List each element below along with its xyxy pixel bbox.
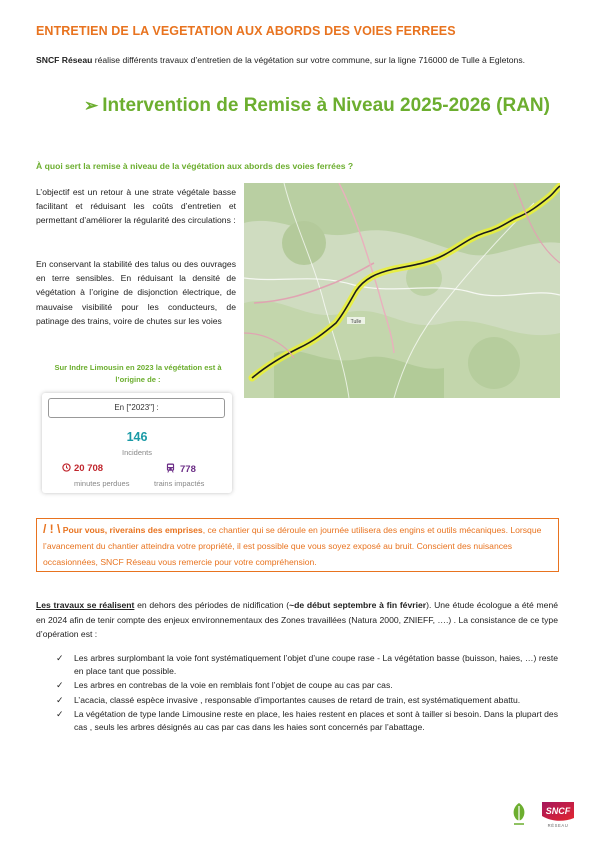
list-item bbox=[56, 708, 558, 734]
warning-body: , ce chantier qui se déroule en journée utilisera des engins et outils mécaniques. Lorsque l’avancement du chantier atteindra votre propriété, il est possible que vous soyez exposé au bruit. Conscient des nuisances occasionnées, SNCF Réseau vous remercie pour votre compréhension. bbox=[43, 525, 542, 567]
check-icon: ✓ bbox=[56, 694, 64, 705]
travaux-bold: ~de début septembre à fin février bbox=[289, 600, 427, 610]
reseau-logo-text: RÉSEAU bbox=[547, 823, 569, 828]
sncf-logo-text: SNCF bbox=[545, 806, 571, 816]
incidents-value: 146 bbox=[126, 430, 148, 444]
travaux-text-1: en dehors des périodes de nidification ( bbox=[134, 600, 290, 610]
trains-value: 778 bbox=[180, 464, 196, 475]
list-item-text: Les arbres en contrebas de la voie en remblais font l’objet de coupe au cas par cas. bbox=[74, 680, 393, 691]
arrow-bullet-icon: ➢ bbox=[84, 96, 99, 115]
travaux-text-2: ). Une étude écologue a été mené en 2024 afin de tenir compte des enjeux environnementaux des Zones travaillées (Natura 2000, ZNIEFF, ….) . La consistance de ce type d’opération est : bbox=[36, 600, 558, 639]
warning-mark: / ! \ bbox=[43, 522, 61, 536]
list-item bbox=[56, 694, 558, 707]
train-icon bbox=[166, 463, 175, 473]
stats-card bbox=[42, 393, 232, 493]
list-item-text: Les arbres surplombant la voie font systématiquement l’objet d’une coupe rase - La végétation basse (buisson, haies, …) reste en place tant que possible. bbox=[74, 653, 558, 677]
clock-icon bbox=[62, 463, 71, 472]
minutes-value: 20 708 bbox=[74, 463, 104, 474]
warning-bold: Pour vous, riverains des emprises bbox=[62, 525, 203, 535]
sncf-logo-icon bbox=[540, 800, 576, 830]
operations-list bbox=[56, 652, 558, 734]
minutes-stat bbox=[62, 463, 103, 474]
line-map[interactable] bbox=[244, 183, 560, 398]
trains-stat bbox=[166, 463, 196, 475]
minutes-label: minutes perdues bbox=[74, 479, 130, 488]
stability-paragraph: En conservant la stabilité des talus ou des ouvrages en terre sensibles. En réduisant la densité de végétation à l’origine de disjonction électrique, de mauvaise visibilité pour les conducteurs, de patinage des trains, voire de chutes sur les voies bbox=[36, 259, 236, 326]
page-title: ENTRETIEN DE LA VEGETATION AUX ABORDS DES VOIES FERREES bbox=[36, 24, 456, 38]
trains-label: trains impactés bbox=[154, 479, 205, 488]
check-icon: ✓ bbox=[56, 680, 64, 691]
section-heading bbox=[84, 95, 550, 117]
map-town-label: Tulle bbox=[350, 319, 362, 325]
warning-text bbox=[43, 521, 555, 570]
check-icon: ✓ bbox=[56, 653, 64, 663]
stats-period: En ["2023"] : bbox=[48, 398, 225, 418]
intro-brand: SNCF Réseau bbox=[36, 55, 93, 65]
intro-text bbox=[36, 53, 558, 67]
list-item bbox=[56, 652, 558, 678]
question-heading: À quoi sert la remise à niveau de la végétation aux abords des voies ferrées ? bbox=[36, 161, 354, 171]
list-item bbox=[56, 679, 558, 692]
list-item-text: La végétation de type lande Limousine reste en place, les haies restent en places et sont à tailler si besoin. Dans la plupart des cas , seuls les arbres désignés au cas par cas dans les haies sont concernés par l’abattage. bbox=[74, 708, 558, 733]
stats-caption: Sur Indre Limousin en 2023 la végétation est à l’origine de : bbox=[54, 363, 222, 384]
travaux-lead: Les travaux se réalisent bbox=[36, 600, 135, 610]
list-item-text: L’acacia, classé espèce invasive , responsable d’importantes causes de retard de train, est systématiquement abattu. bbox=[74, 694, 521, 705]
check-icon: ✓ bbox=[56, 708, 64, 719]
objective-paragraph: L’objectif est un retour à une strate végétale basse facilitant et réduisant les coûts d’entretien et permettant d’améliorer la régularité des circulations : bbox=[36, 187, 236, 226]
leaf-logo-icon bbox=[510, 802, 528, 826]
section-heading-text: Intervention de Remise à Niveau 2025-2026 (RAN) bbox=[102, 95, 550, 116]
intro-body: réalise différents travaux d’entretien de la végétation sur votre commune, sur la ligne 716000 de Tulle à Egletons. bbox=[92, 55, 526, 65]
incidents-label: Incidents bbox=[121, 448, 153, 457]
travaux-paragraph bbox=[36, 598, 558, 642]
